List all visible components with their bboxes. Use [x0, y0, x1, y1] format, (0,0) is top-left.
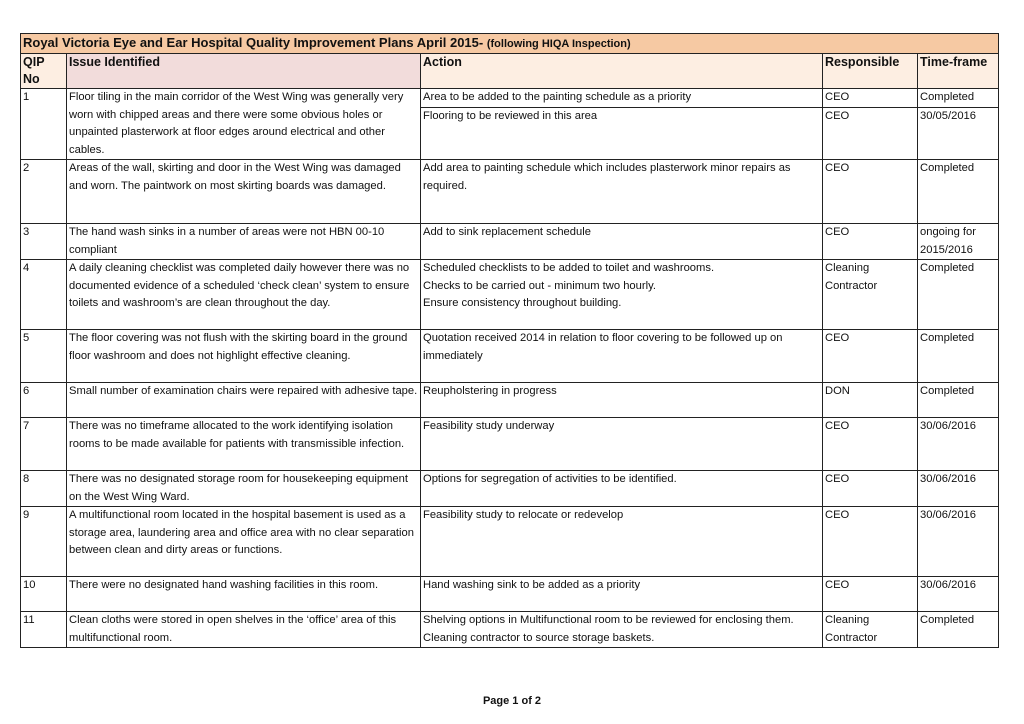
- table-row: [21, 612, 999, 648]
- issue-cell: A daily cleaning checklist was completed daily however there was no documented evidence of a scheduled ‘check clean’ system to ensure toilets and washroom’s are clean throughout the day.: [67, 260, 421, 330]
- header-qip-no: QIP No: [21, 54, 67, 89]
- action-cell: Options for segregation of activities to be identified.: [421, 471, 823, 507]
- issue-cell: There were no designated hand washing facilities in this room.: [67, 577, 421, 612]
- responsible-cell: CEO: [823, 330, 918, 383]
- qip-number: 6: [21, 383, 67, 418]
- responsible-cell: DON: [823, 383, 918, 418]
- action-line: Ensure consistency throughout building.: [423, 297, 622, 309]
- issue-cell: Small number of examination chairs were repaired with adhesive tape.: [67, 383, 421, 418]
- issue-cell: Clean cloths were stored in open shelves in the ‘office’ area of this multifunctional room.: [67, 612, 421, 648]
- table-subtitle: (following HIQA Inspection): [486, 38, 631, 50]
- qip-number: 3: [21, 224, 67, 260]
- table-row: [21, 577, 999, 612]
- action-cell: [421, 260, 823, 330]
- action-line: Scheduled checklists to be added to toilet and washrooms.: [423, 262, 715, 274]
- header-responsible: Responsible: [823, 54, 918, 89]
- qip-number: 10: [21, 577, 67, 612]
- qip-number: 2: [21, 160, 67, 224]
- action-cell: Add area to painting schedule which includes plasterwork minor repairs as required.: [421, 160, 823, 224]
- timeframe-cell: Completed: [918, 89, 999, 108]
- table-row: [21, 89, 999, 108]
- responsible-cell: CEO: [823, 160, 918, 224]
- issue-cell: Areas of the wall, skirting and door in the West Wing was damaged and worn. The paintwork on most skirting boards was damaged.: [67, 160, 421, 224]
- issue-cell: Floor tiling in the main corridor of the West Wing was generally very worn with chipped areas and there were some obvious holes or unpainted plasterwork at floor edges around electrical and other cables.: [67, 89, 421, 160]
- table-title-cell: [21, 34, 999, 54]
- header-issue-identified: Issue Identified: [67, 54, 421, 89]
- action-cell: Shelving options in Multifunctional room to be reviewed for enclosing them. Cleaning contractor to source storage baskets.: [421, 612, 823, 648]
- table-row: [21, 330, 999, 383]
- responsible-cell: CEO: [823, 224, 918, 260]
- table-row: [21, 471, 999, 507]
- qip-number: 11: [21, 612, 67, 648]
- qip-number: 1: [21, 89, 67, 160]
- issue-cell: There was no designated storage room for housekeeping equipment on the West Wing Ward.: [67, 471, 421, 507]
- qip-number: 9: [21, 507, 67, 577]
- quality-improvement-table: [20, 33, 999, 648]
- issue-cell: There was no timeframe allocated to the work identifying isolation rooms to be made available for patients with transmissible infection.: [67, 418, 421, 471]
- table-row: [21, 383, 999, 418]
- header-row: [21, 54, 999, 89]
- table-row: [21, 224, 999, 260]
- responsible-cell: CEO: [823, 418, 918, 471]
- action-line: Checks to be carried out - minimum two hourly.: [423, 279, 656, 292]
- action-cell: Area to be added to the painting schedule as a priority: [421, 89, 823, 108]
- header-action: Action: [421, 54, 823, 89]
- timeframe-cell: 30/06/2016: [918, 471, 999, 507]
- issue-cell: The hand wash sinks in a number of areas were not HBN 00-10 compliant: [67, 224, 421, 260]
- responsible-cell: CEO: [823, 471, 918, 507]
- action-cell: Feasibility study to relocate or redevelop: [421, 507, 823, 577]
- action-cell: Add to sink replacement schedule: [421, 224, 823, 260]
- qip-number: 5: [21, 330, 67, 383]
- timeframe-cell: 30/05/2016: [918, 107, 999, 159]
- action-cell: Flooring to be reviewed in this area: [421, 107, 823, 159]
- timeframe-cell: Completed: [918, 612, 999, 648]
- qip-number: 8: [21, 471, 67, 507]
- issue-cell: A multifunctional room located in the hospital basement is used as a storage area, laundering area and office area with no clear separation between clean and dirty areas or functions.: [67, 507, 421, 577]
- table-row: [21, 260, 999, 330]
- qip-number: 7: [21, 418, 67, 471]
- responsible-cell: Cleaning Contractor: [823, 260, 918, 330]
- issue-cell: The floor covering was not flush with the skirting board in the ground floor washroom and does not highlight effective cleaning.: [67, 330, 421, 383]
- timeframe-cell: Completed: [918, 260, 999, 330]
- page-number: Page 1 of 2: [482, 695, 542, 707]
- action-cell: Quotation received 2014 in relation to floor covering to be followed up on immediately: [421, 330, 823, 383]
- timeframe-cell: ongoing for 2015/2016: [918, 224, 999, 260]
- responsible-cell: CEO: [823, 89, 918, 108]
- action-cell: Feasibility study underway: [421, 418, 823, 471]
- title-row: [21, 34, 999, 54]
- table-row: [21, 160, 999, 224]
- table-title: Royal Victoria Eye and Ear Hospital Quality Improvement Plans April 2015-: [23, 35, 484, 50]
- qip-number: 4: [21, 260, 67, 330]
- responsible-cell: Cleaning Contractor: [823, 612, 918, 648]
- responsible-cell: CEO: [823, 507, 918, 577]
- table-row: [21, 507, 999, 577]
- timeframe-cell: Completed: [918, 383, 999, 418]
- timeframe-cell: Completed: [918, 160, 999, 224]
- table-row: [21, 418, 999, 471]
- action-cell: Reupholstering in progress: [421, 383, 823, 418]
- timeframe-cell: 30/06/2016: [918, 577, 999, 612]
- header-time-frame: Time-frame: [918, 54, 999, 89]
- timeframe-cell: Completed: [918, 330, 999, 383]
- responsible-cell: CEO: [823, 577, 918, 612]
- responsible-cell: CEO: [823, 107, 918, 159]
- action-cell: Hand washing sink to be added as a priority: [421, 577, 823, 612]
- timeframe-cell: 30/06/2016: [918, 418, 999, 471]
- timeframe-cell: 30/06/2016: [918, 507, 999, 577]
